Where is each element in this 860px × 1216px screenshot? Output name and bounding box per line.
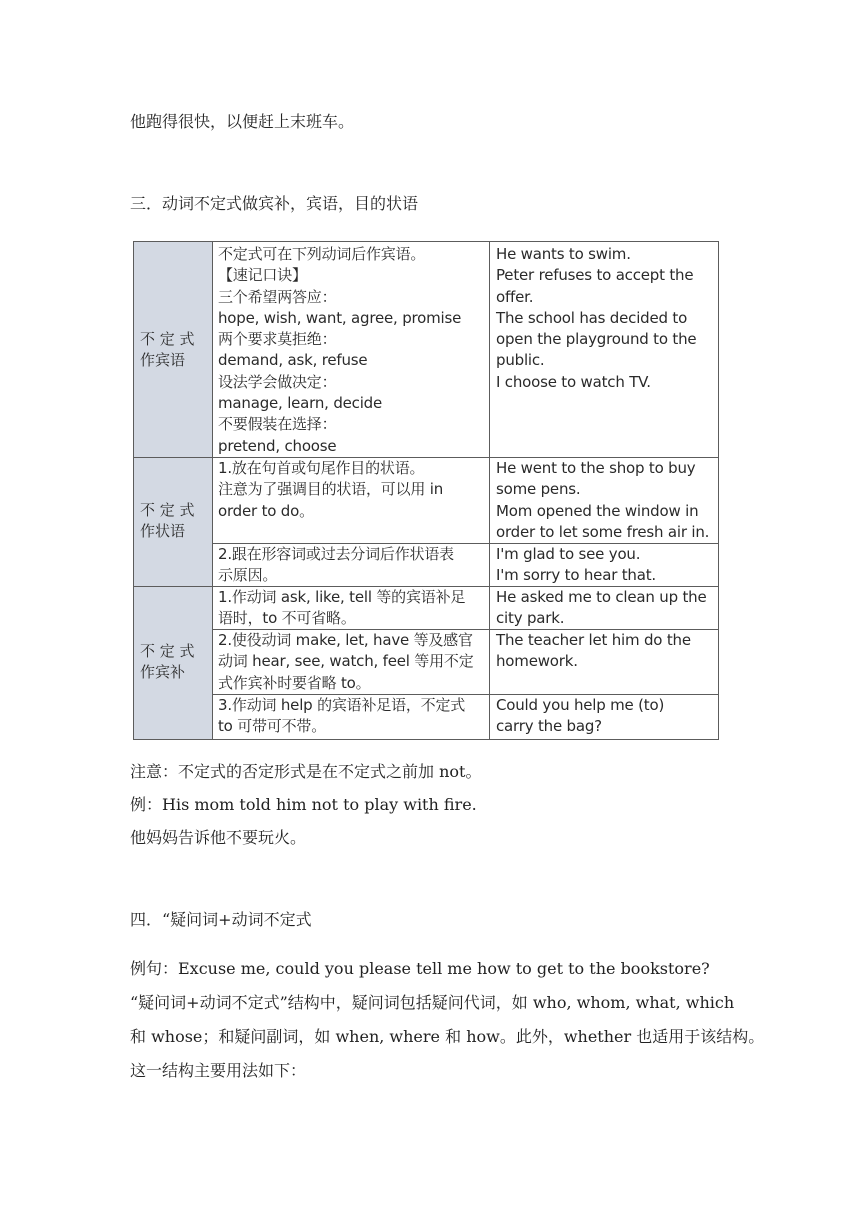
usage-cell (218, 458, 443, 522)
usage-line: 不要假装在选择： (218, 415, 337, 434)
usage-line: manage, learn, decide (218, 394, 383, 413)
group-label-line: 不 定 式 (140, 330, 195, 348)
example-cell (496, 587, 707, 630)
usage-line: 1.放在句首或句尾作目的状语。 (218, 459, 425, 477)
usage-line: 3.作动词 help 的宾语补足语，不定式 (218, 696, 466, 714)
usage-line: order to do。 (218, 501, 314, 520)
group-label-line: 不 定 式 (140, 501, 195, 519)
usage-line: 注意为了强调目的状语，可以用 in (218, 480, 444, 499)
example-cell (496, 630, 691, 673)
usage-cell (218, 544, 454, 587)
example-line: city park. (496, 609, 565, 628)
example-line: carry the bag? (496, 717, 602, 736)
example-line: He went to the shop to buy (496, 459, 696, 477)
usage-line: 示原因。 (218, 566, 278, 585)
usage-line: 两个要求莫拒绝： (218, 330, 337, 349)
section-4-example: 例句：Excuse me, could you please tell me how to get to the bookstore? (130, 959, 710, 978)
section-4-body-line: “疑问词+动词不定式”结构中，疑问词包括疑问代词，如 who, whom, what, which (130, 993, 735, 1012)
usage-cell (218, 587, 465, 630)
example-line: Mom opened the window in (496, 501, 699, 520)
group-label-line: 不 定 式 (140, 642, 195, 660)
example-line: The teacher let him do the (496, 631, 691, 649)
example-line: Peter refuses to accept the (496, 266, 694, 285)
usage-line: to 可带可不带。 (218, 717, 327, 736)
example-line: offer. (496, 287, 534, 306)
usage-cell (218, 695, 465, 738)
usage-line: 2.跟在形容词或过去分词后作状语表 (218, 545, 454, 563)
group-label-line: 作宾语 (140, 351, 186, 369)
usage-cell (218, 630, 474, 694)
example-line: homework. (496, 652, 578, 671)
usage-line: 式作宾补时要省略 to。 (218, 673, 371, 692)
group-label-complement (134, 586, 213, 739)
usage-line: 【速记口诀】 (218, 266, 307, 285)
note-translation: 他妈妈告诉他不要玩火。 (130, 828, 307, 847)
example-line: some pens. (496, 480, 581, 499)
group-label-line: 作状语 (140, 522, 186, 540)
example-line: I'm glad to see you. (496, 545, 641, 563)
example-line: He asked me to clean up the (496, 588, 707, 606)
section-4-body-line: 和 whose；和疑问副词，如 when, where 和 how。此外，whether 也适用于该结构。 (130, 1027, 765, 1046)
example-cell (496, 695, 664, 738)
usage-line: hope, wish, want, agree, promise (218, 308, 462, 327)
usage-line: 三个希望两答应： (218, 287, 337, 306)
example-line: order to let some fresh air in. (496, 522, 710, 541)
group-label-object (134, 242, 213, 457)
example-line: public. (496, 351, 545, 370)
usage-line: demand, ask, refuse (218, 351, 368, 370)
example-line: I choose to watch TV. (496, 372, 651, 391)
intro-line: 他跑得很快，以便赶上末班车。 (130, 112, 355, 131)
usage-cell (218, 244, 461, 457)
note-line: 注意：不定式的否定形式是在不定式之前加 not。 (130, 762, 482, 781)
usage-line: 2.使役动词 make, let, have 等及感官 (218, 631, 473, 649)
group-label-adverbial (134, 457, 213, 586)
example-cell (496, 544, 656, 587)
section-4-body-line: 这一结构主要用法如下： (130, 1061, 307, 1080)
section-3-heading: 三．动词不定式做宾补，宾语，目的状语 (130, 194, 419, 213)
example-line: I'm sorry to hear that. (496, 566, 656, 585)
usage-line: 设法学会做决定： (218, 372, 337, 391)
example-line: He wants to swim. (496, 245, 631, 263)
example-cell (496, 244, 696, 393)
group-label-line: 作宾补 (140, 663, 186, 681)
example-line: Could you help me (to) (496, 696, 665, 714)
usage-line: 语时，to 不可省略。 (218, 609, 356, 628)
section-4-heading: 四．“疑问词+动词不定式 (130, 910, 312, 929)
infinitive-usage-table (133, 241, 719, 740)
example-line: The school has decided to (496, 308, 688, 327)
example-line: open the playground to the (496, 330, 697, 349)
usage-line: 不定式可在下列动词后作宾语。 (218, 245, 426, 263)
usage-line: 1.作动词 ask, like, tell 等的宾语补足 (218, 588, 466, 606)
note-example: 例：His mom told him not to play with fire. (130, 795, 477, 814)
example-cell (496, 458, 709, 543)
usage-line: pretend, choose (218, 436, 337, 455)
column-divider (489, 242, 490, 739)
usage-line: 动词 hear, see, watch, feel 等用不定 (218, 652, 474, 671)
